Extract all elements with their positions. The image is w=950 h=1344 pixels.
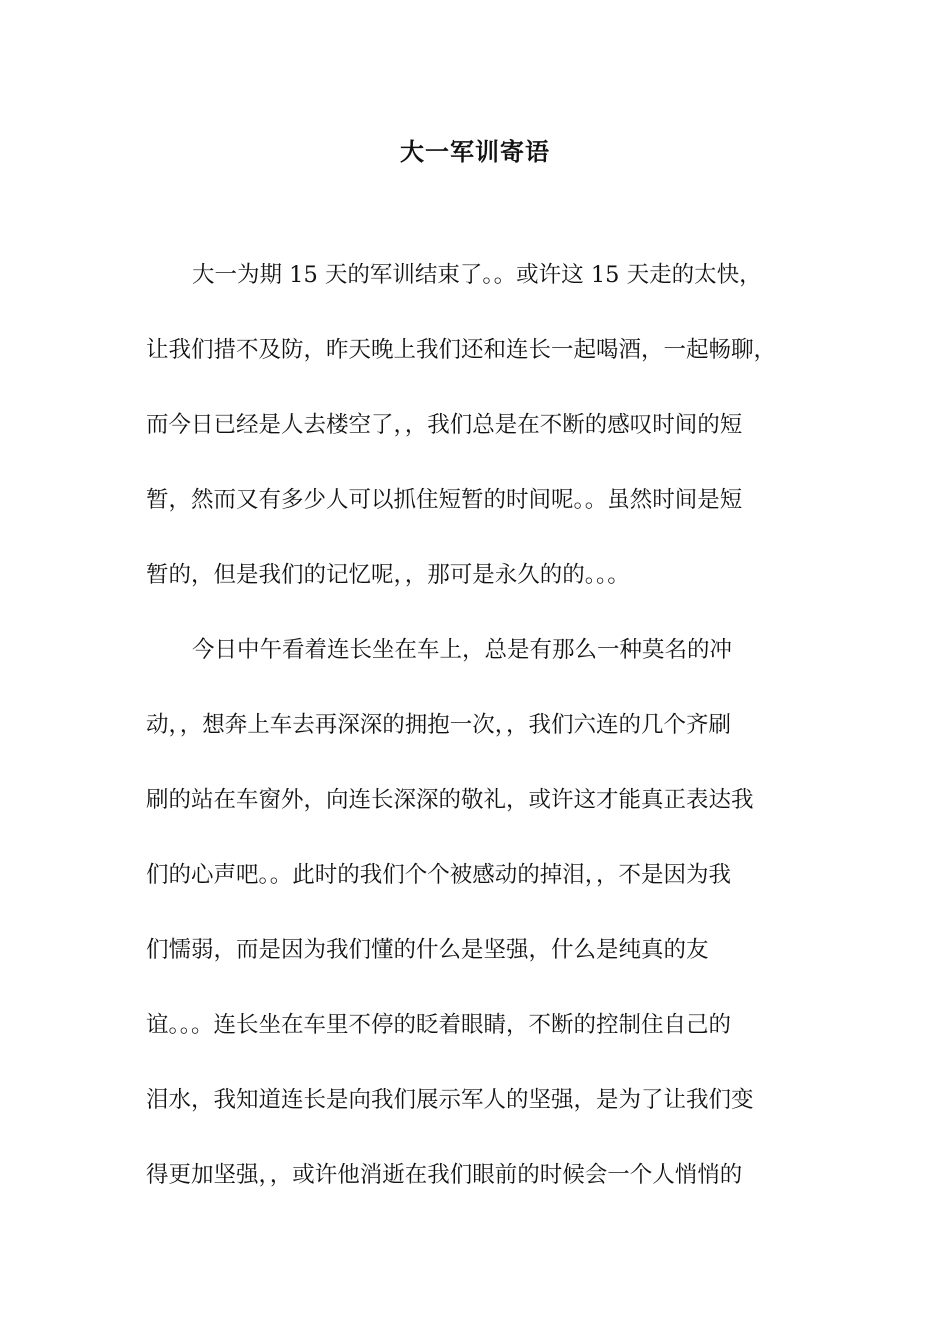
paragraph-2-line-8: 得更加坚强，，或许他消逝在我们眼前的时候会一个人悄悄的 [146,1162,743,1188]
paragraph-2-line-6: 谊。。。连长坐在车里不停的眨着眼睛，不断的控制住自己的 [146,1012,732,1038]
paragraph-2-line-4: 们的心声吧。。此时的我们个个被感动的掉泪，，不是因为我 [146,862,732,888]
paragraph-1-line-2: 让我们措不及防，昨天晚上我们还和连长一起喝酒，一起畅聊， [146,337,777,363]
paragraph-1-line-5: 暂的，但是我们的记忆呢，，那可是永久的的。。。 [146,562,630,588]
paragraph-1-line-4: 暂，然而又有多少人可以抓住短暂的时间呢。。虽然时间是短 [146,487,743,513]
paragraph-2-line-3: 刷的站在车窗外，向连长深深的敬礼，或许这才能真正表达我 [146,787,754,813]
paragraph-1-line-1: 大一为期 15 天的军训结束了。。或许这 15 天走的太快， [192,262,762,288]
paragraph-2-line-5: 们懦弱，而是因为我们懂的什么是坚强，什么是纯真的友 [146,937,709,963]
document-title: 大一军训寄语 [400,137,550,166]
paragraph-2-line-1: 今日中午看着连长坐在车上，总是有那么一种莫名的冲 [192,637,733,663]
paragraph-1-line-3: 而今日已经是人去楼空了，，我们总是在不断的感叹时间的短 [146,412,743,438]
paragraph-2-line-7: 泪水，我知道连长是向我们展示军人的坚强，是为了让我们变 [146,1087,754,1113]
paragraph-2-line-2: 动，，想奔上车去再深深的拥抱一次，，我们六连的几个齐刷 [146,712,732,738]
